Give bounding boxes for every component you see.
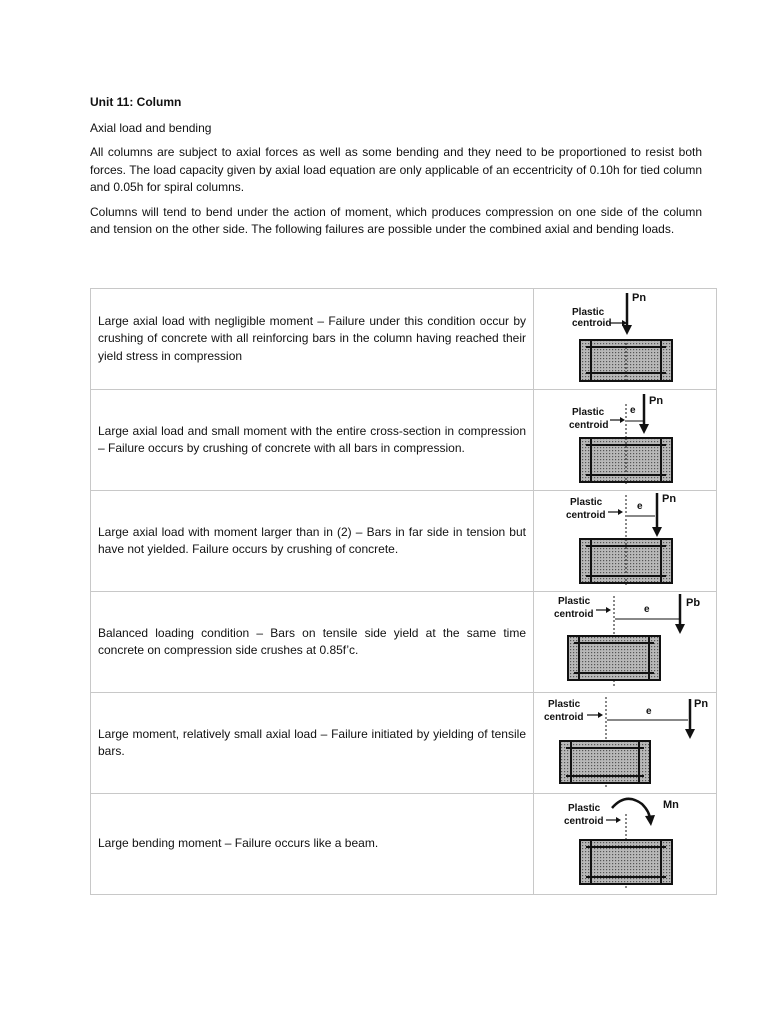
svg-text:Pb: Pb bbox=[686, 597, 701, 609]
page-title: Unit 11: Column bbox=[90, 95, 182, 109]
svg-text:Plastic: Plastic bbox=[570, 497, 603, 508]
column-section-diagram-2 bbox=[534, 390, 716, 490]
failure-figure bbox=[534, 390, 717, 491]
svg-text:Pn: Pn bbox=[649, 395, 664, 407]
table-row bbox=[91, 491, 717, 592]
svg-text:centroid: centroid bbox=[554, 609, 594, 620]
section-subtitle: Axial load and bending bbox=[90, 121, 212, 135]
failure-paragraph: Columns will tend to bend under the action of moment, which produces compression on one side of the column and tension on the other side. The following failures are possible under the combined axial and bending loads. bbox=[90, 204, 702, 236]
svg-text:centroid: centroid bbox=[544, 712, 584, 723]
failure-description: Large axial load and small moment with the entire cross-section in compression – Failure occurs by crushing of concrete with all bars in compression. bbox=[91, 390, 534, 491]
failure-description: Large axial load with moment larger than in (2) – Bars in far side in tension but have not yielded. Failure occurs by crushing of concrete. bbox=[91, 491, 534, 592]
table-row bbox=[91, 289, 717, 390]
svg-text:e: e bbox=[630, 405, 636, 416]
failure-figure bbox=[534, 289, 717, 390]
svg-text:Plastic: Plastic bbox=[568, 803, 601, 814]
svg-text:Pn: Pn bbox=[632, 292, 647, 304]
failure-figure bbox=[534, 592, 717, 693]
failure-description: Balanced loading condition – Bars on tensile side yield at the same time concrete on compression side crushes at 0.85f’c. bbox=[91, 592, 534, 693]
svg-text:Mn: Mn bbox=[663, 799, 679, 811]
svg-text:Pn: Pn bbox=[694, 698, 709, 710]
column-section-diagram-5 bbox=[534, 693, 716, 793]
column-section-diagram-3 bbox=[534, 491, 716, 591]
failure-description: Large bending moment – Failure occurs like a beam. bbox=[91, 794, 534, 895]
failure-description: Large moment, relatively small axial load – Failure initiated by yielding of tensile bars. bbox=[91, 693, 534, 794]
failure-description: Large axial load with negligible moment – Failure under this condition occur by crushing of concrete with all reinforcing bars in the column having reached their yield stress in compression bbox=[91, 289, 534, 390]
table-row bbox=[91, 390, 717, 491]
column-section-diagram-6 bbox=[534, 794, 716, 894]
failure-modes-table bbox=[90, 288, 717, 895]
intro-paragraph: All columns are subject to axial forces as well as some bending and they need to be proportioned to resist both forces. The load capacity given by axial load equation are only applicable of an eccentricity of 0.10h for tied column and 0.05h for spiral columns. bbox=[90, 145, 702, 194]
svg-text:Plastic: Plastic bbox=[572, 407, 605, 418]
svg-text:e: e bbox=[646, 706, 652, 717]
svg-text:Plastic: Plastic bbox=[548, 699, 581, 710]
svg-text:centroid: centroid bbox=[564, 816, 604, 827]
text-block bbox=[90, 94, 702, 246]
failure-figure bbox=[534, 693, 717, 794]
svg-text:e: e bbox=[637, 501, 643, 512]
svg-text:centroid: centroid bbox=[569, 420, 609, 431]
svg-text:centroid: centroid bbox=[566, 510, 606, 521]
svg-text:centroid: centroid bbox=[572, 318, 612, 329]
table-row bbox=[91, 693, 717, 794]
svg-text:Pn: Pn bbox=[662, 493, 677, 505]
svg-text:Plastic: Plastic bbox=[558, 596, 591, 607]
table-row bbox=[91, 794, 717, 895]
failure-figure bbox=[534, 491, 717, 592]
failure-figure bbox=[534, 794, 717, 895]
table-row bbox=[91, 592, 717, 693]
svg-text:e: e bbox=[644, 604, 650, 615]
column-section-diagram-4 bbox=[534, 592, 716, 692]
svg-text:Plastic: Plastic bbox=[572, 307, 605, 318]
column-section-diagram-1 bbox=[534, 289, 716, 389]
